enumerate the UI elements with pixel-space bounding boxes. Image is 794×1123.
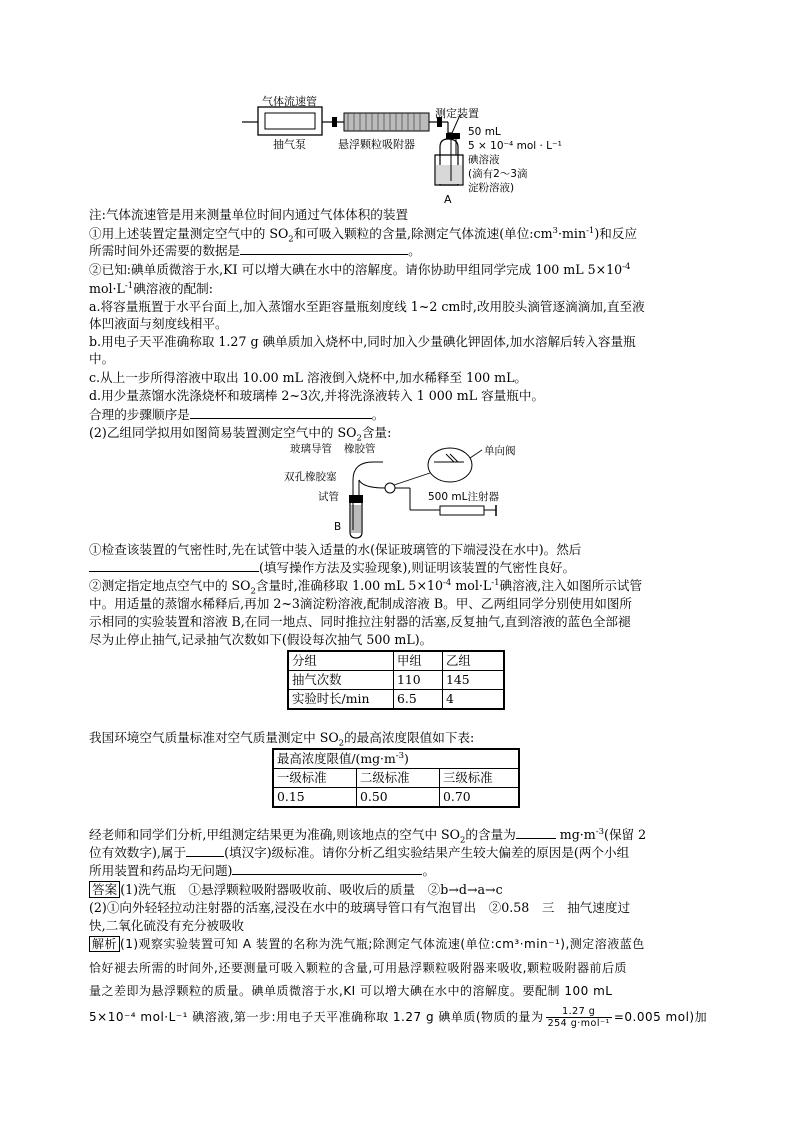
step-a-line-2: 体凹液面与刻度线相平。 [89,316,228,331]
q2-line: ②已知:碘单质微溶于水,KI 可以增大碘在水中的溶解度。请你协助甲组同学完成 100 mL $5\times 10^{-4}$ [89,261,631,277]
q1-line: ①用上述装置定量测定空气中的 $SO_2$和可吸入颗粒的含量,除测定气体流速(单位$:cm^3\cdot\min^{-1}$)和反应 [89,225,638,245]
step-d-line: d.用少量蒸馏水洗涤烧杯和玻璃棒 2~3次,并将洗涤液转入 1 000 mL 容量瓶中。 [89,388,545,403]
step-c-line: c.从上一步所得溶液中取出 10.00 mL 溶液倒入烧杯中,加水稀释至 100 mL。 [89,370,528,385]
answer-label: 答案 [89,881,120,898]
figure-a-label: A [444,193,452,206]
pump-count-table [287,650,505,710]
valve-label: 单向阀 [484,445,516,457]
q-measure-line-4: 尽为止停止抽气,记录抽气次数如下(假设每次抽气 500 mL)。 [89,632,433,647]
answer-line: 答案 (1)洗气瓶 ①悬浮颗粒吸附器吸收前、吸收后的质量 ②b→d→a→c [89,881,503,898]
table-cell: 0.15 [273,788,357,808]
table-header-cell: 最高浓度限值$/(mg\cdot m^{-3})$ [273,749,519,769]
answer-blank-6[interactable] [232,862,422,875]
adsorber-label: 悬浮颗粒吸附器 [338,138,415,151]
explanation-label: 解析 [89,936,120,952]
table-cell: 110 [394,671,443,690]
table-cell: 抽气次数 [288,671,394,690]
table-cell: 分组 [288,651,394,671]
q-airtight-line: ①检查该装置的气密性时,先在试管中装入适量的水(保证玻璃管的下端浸没在水中)。然后 [89,542,582,557]
table-row [288,671,504,690]
result-line-2: 位有效数字),属于 (填汉字)级标准。请你分析乙组实验结果产生较大偏差的原因是(两个小组 [89,845,630,860]
q-measure-line: ②测定指定地点空气中的 $SO_2$含量时,准确移取 1.00 mL $5\times 10^{-4}$ $mol\cdot L^{-1}$碘溶液,注入如图所示试管 [89,577,643,597]
step-a-line: a.将容量瓶置于水平台面上,加入蒸馏水至距容量瓶刻度线 1~2 cm时,改用胶头滴管逐滴滴加,直至液 [89,299,645,314]
result-line-3: 所用装置和药品均无问题) 。 [89,863,436,878]
q-measure-line-3: 示相同的实验装置和溶液 B,在同一地点、同时推拉注射器的活塞,反复抽气,直到溶液的蓝色全部褪 [89,614,631,629]
step-b-line: b.用电子天平准确称取 1.27 g 碘单质加入烧杯中,同时加入少量碘化钾固体,加水溶解后转入容量瓶 [89,334,636,349]
measure-label: 测定装置 [435,107,479,120]
table-row [273,749,519,769]
standard-table [272,748,520,808]
answer-blank-1[interactable] [240,242,408,255]
table-cell: 实验时长/min [288,690,394,710]
glass-tube-label: 玻璃导管 [290,443,332,455]
table-cell: 三级标准 [440,769,520,788]
explanation-line-3: 量之差即为悬浮颗粒的质量。碘单质微溶于水,KI 可以增大碘在水中的溶解度。要配制 100 mL [89,984,613,998]
stopper-label: 双孔橡胶塞 [284,471,337,483]
pump-label: 抽气泵 [273,138,306,151]
answer-blank-3[interactable] [89,559,259,572]
rubber-tube-label: 橡胶管 [344,443,376,455]
table-cell: 甲组 [394,651,443,671]
answer-blank-2[interactable] [190,406,372,419]
table-row [288,651,504,671]
figure-b-label: B [334,521,342,533]
syringe-label: 500 mL注射器 [428,491,499,503]
volume-label: 50 mL [468,126,501,138]
table-row [273,788,519,808]
note1-label: (滴有2～3滴 [468,168,528,180]
fraction: 1.27 g 254 g·mol⁻¹ [547,1006,610,1029]
table-cell: 6.5 [394,690,443,710]
table-row [288,690,504,710]
explanation-line-4: 5×10⁻⁴ mol·L⁻¹ 碘溶液,第一步:用电子天平准确称取 1.27 g 碘单质(物质的量为 1.27 g 254 g·mol⁻¹ =0.005 mol)加 [89,1006,708,1029]
q2-line-2: $mol\cdot L^{-1}$碘溶液的配制: [89,280,214,296]
answer-line-2: (2)①向外轻轻拉动注射器的活塞,浸没在水中的玻璃导管口有气泡冒出 ②0.58 三 抽气速度过 [89,900,631,915]
note2-label: 淀粉溶液) [468,182,515,194]
explanation-line-2: 恰好褪去所需的时间外,还要测量可吸入颗粒的含量,可用悬浮颗粒吸附器来吸收,颗粒吸附器前后质 [89,961,627,975]
test-tube-label: 试管 [318,491,339,503]
q-airtight-line-2: (填写操作方法及实验现象),则证明该装置的气密性良好。 [89,559,575,576]
table-cell: 一级标准 [273,769,357,788]
answer-blank-5[interactable] [186,844,224,857]
note-line: 注:气体流速管是用来测量单位时间内通过气体体积的装置 [89,207,409,222]
solution-label: 碘溶液 [468,154,500,166]
apparatus-figure-b [250,440,550,540]
table-cell: 145 [443,671,505,690]
table-row [273,769,519,788]
conc-label: 5 × 10⁻⁴ mol · L⁻¹ [468,140,562,152]
q1-line-2: 所需时间外还需要的数据是 。 [89,243,421,258]
table-cell: 4 [443,690,505,710]
step-b-line-2: 中。 [89,351,115,366]
flow-tube-label: 气体流速管 [262,95,317,108]
answer-blank-4[interactable] [516,826,556,839]
table-cell: 0.70 [440,788,520,808]
part2-line: (2)乙组同学拟用如图简易装置测定空气中的 $SO_2$含量: [89,425,392,444]
explanation-line: 解析 (1)观察实验装置可知 A 装置的名称为洗气瓶;除测定气体流速(单位:cm³·min⁻¹),测定溶液蓝色 [89,936,645,953]
table-cell: 二级标准 [357,769,440,788]
q-measure-line-2: 中。用适量的蒸馏水稀释后,再加 2~3滴淀粉溶液,配制成溶液 B。甲、乙两组同学分别使用如图所 [89,596,633,611]
apparatus-figure-a [240,95,570,210]
table-cell: 乙组 [443,651,505,671]
table-cell: 0.50 [357,788,440,808]
result-line: 经老师和同学们分析,甲组测定结果更为准确,则该地点的空气中 $SO_2$的含量为 $mg\cdot m^{-3}$(保留 2 [89,826,647,846]
answer-line-3: 快,二氧化硫没有充分被吸收 [89,918,245,933]
standard-intro-line: 我国环境空气质量标准对空气质量测定中 $SO_2$的最高浓度限值如下表: [89,730,475,749]
order-line: 合理的步骤顺序是 。 [89,407,385,422]
